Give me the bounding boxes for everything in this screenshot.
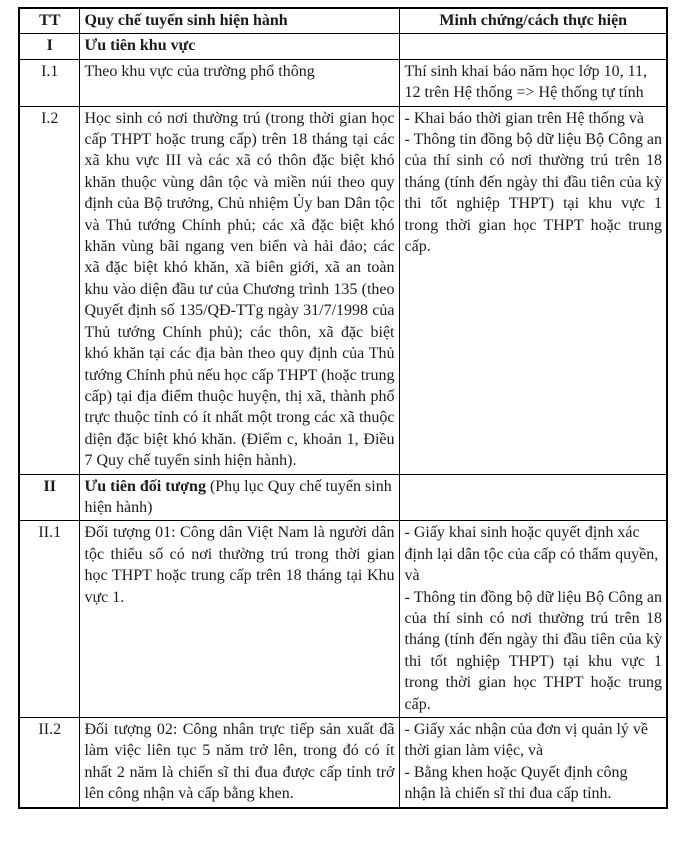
cell-tt: I.2 — [19, 106, 79, 474]
row-section-II — [19, 474, 667, 521]
cell-tt: I.1 — [19, 59, 79, 106]
row-section-I — [19, 34, 667, 59]
cell-tt: II — [19, 474, 79, 521]
cell-rule — [79, 59, 399, 106]
rule-text: Theo khu vực của trường phổ thông — [84, 62, 315, 80]
header-cell-tt: TT — [19, 8, 79, 34]
cell-evidence — [399, 106, 667, 474]
row-II2 — [19, 718, 667, 808]
section-title — [85, 476, 395, 519]
table-header-row — [19, 8, 667, 34]
evidence-bullet: - Thông tin đồng bộ dữ liệu Bộ Công an của thí sinh có nơi thường trú trên 18 tháng (tính đến ngày thi đầu tiên của kỳ thi tốt nghiệp THPT) tại khu vực 1 trong thời gian học THPT hoặc trung cấp. — [404, 131, 662, 256]
rule-text: Đối tượng 02: Công nhân trực tiếp sản xuất đã làm việc liên tục 5 năm trở lên, trong đó có ít nhất 2 năm là chiến sĩ thi đua được cấp tỉnh trở lên công nhận và cấp bằng khen. — [84, 721, 395, 803]
row-I2 — [19, 106, 667, 474]
evidence-bullet: - Bằng khen hoặc Quyết định công nhận là chiến sĩ thi đua cấp tỉnh. — [404, 763, 628, 803]
evidence-bullet: - Giấy xác nhận của đơn vị quản lý về thời gian làm việc, và — [404, 721, 648, 760]
row-II1 — [19, 521, 667, 718]
row-I1 — [19, 59, 667, 106]
evidence-bullet: - Giấy khai sinh hoặc quyết định xác định lại dân tộc của cấp có thẩm quyền, và — [404, 524, 659, 585]
evidence-text: Thí sinh khai báo năm học lớp 10, 11, 12 trên Hệ thống => Hệ thống tự tính — [404, 62, 647, 102]
rule-text: Đối tượng 01: Công dân Việt Nam là người dân tộc thiểu số có nơi thường trú trong thời gian học THPT hoặc trung cấp trên 18 tháng tại Khu vực 1. — [84, 524, 395, 606]
cell-evidence — [399, 474, 667, 521]
section-title: Ưu tiên khu vực — [84, 37, 196, 55]
cell-evidence — [399, 34, 667, 59]
evidence-bullet: - Thông tin đồng bộ dữ liệu Bộ Công an của thí sinh có nơi thường trú trên 18 tháng (tính đến ngày thi đầu tiên của kỳ thi tốt nghiệp THPT) tại khu vực 1 trong thời gian học THPT hoặc trung cấp. — [404, 588, 662, 713]
regulation-table — [18, 7, 668, 809]
cell-tt: I — [19, 34, 79, 59]
cell-evidence — [399, 521, 667, 718]
cell-evidence — [399, 718, 667, 808]
rule-text: Học sinh có nơi thường trú (trong thời gian học cấp THPT hoặc trung cấp) trên 18 tháng tại các xã khu vực III và các xã có thôn đặc biệt khó khăn thuộc vùng dân tộc và miền núi theo quy định của Bộ trưởng, Chủ nhiệm Ủy ban Dân tộc và Thủ tướng Chính phủ; các xã đặc biệt khó khăn vùng bãi ngang ven biển và hải đảo; các xã đặc biệt khó khăn, xã biên giới, xã an toàn khu vào diện đầu tư của Chương trình 135 (theo Quyết định số 135/QĐ-TTg ngày 31/7/1998 của Thủ tướng Chính phủ); các thôn, xã đặc biệt khó khăn tại các địa bàn theo quy định của Thủ tướng Chính phủ nếu học cấp THPT (hoặc trung cấp) tại địa điểm thuộc huyện, thị xã, thành phố trực thuộc tỉnh có ít nhất một trong các xã thuộc diện đặc biệt khó khăn. (Điểm c, khoản 1, Điều 7 Quy chế tuyển sinh hiện hành). — [84, 109, 395, 470]
evidence-bullet: - Khai báo thời gian trên Hệ thống và — [404, 109, 645, 127]
cell-rule — [79, 474, 399, 521]
header-cell-evidence: Minh chứng/cách thực hiện — [399, 8, 667, 34]
cell-tt: II.2 — [19, 718, 79, 808]
section-title-bold: Ưu tiên đối tượng — [84, 477, 206, 495]
cell-evidence — [399, 59, 667, 106]
header-cell-rule: Quy chế tuyển sinh hiện hành — [79, 8, 399, 34]
cell-tt: II.1 — [19, 521, 79, 718]
cell-rule — [79, 106, 399, 474]
cell-rule — [79, 521, 399, 718]
cell-rule — [79, 718, 399, 808]
section-title-rest: (Phụ lục Quy chế tuyển sinh hiện hành) — [84, 477, 392, 516]
cell-rule — [79, 34, 399, 59]
